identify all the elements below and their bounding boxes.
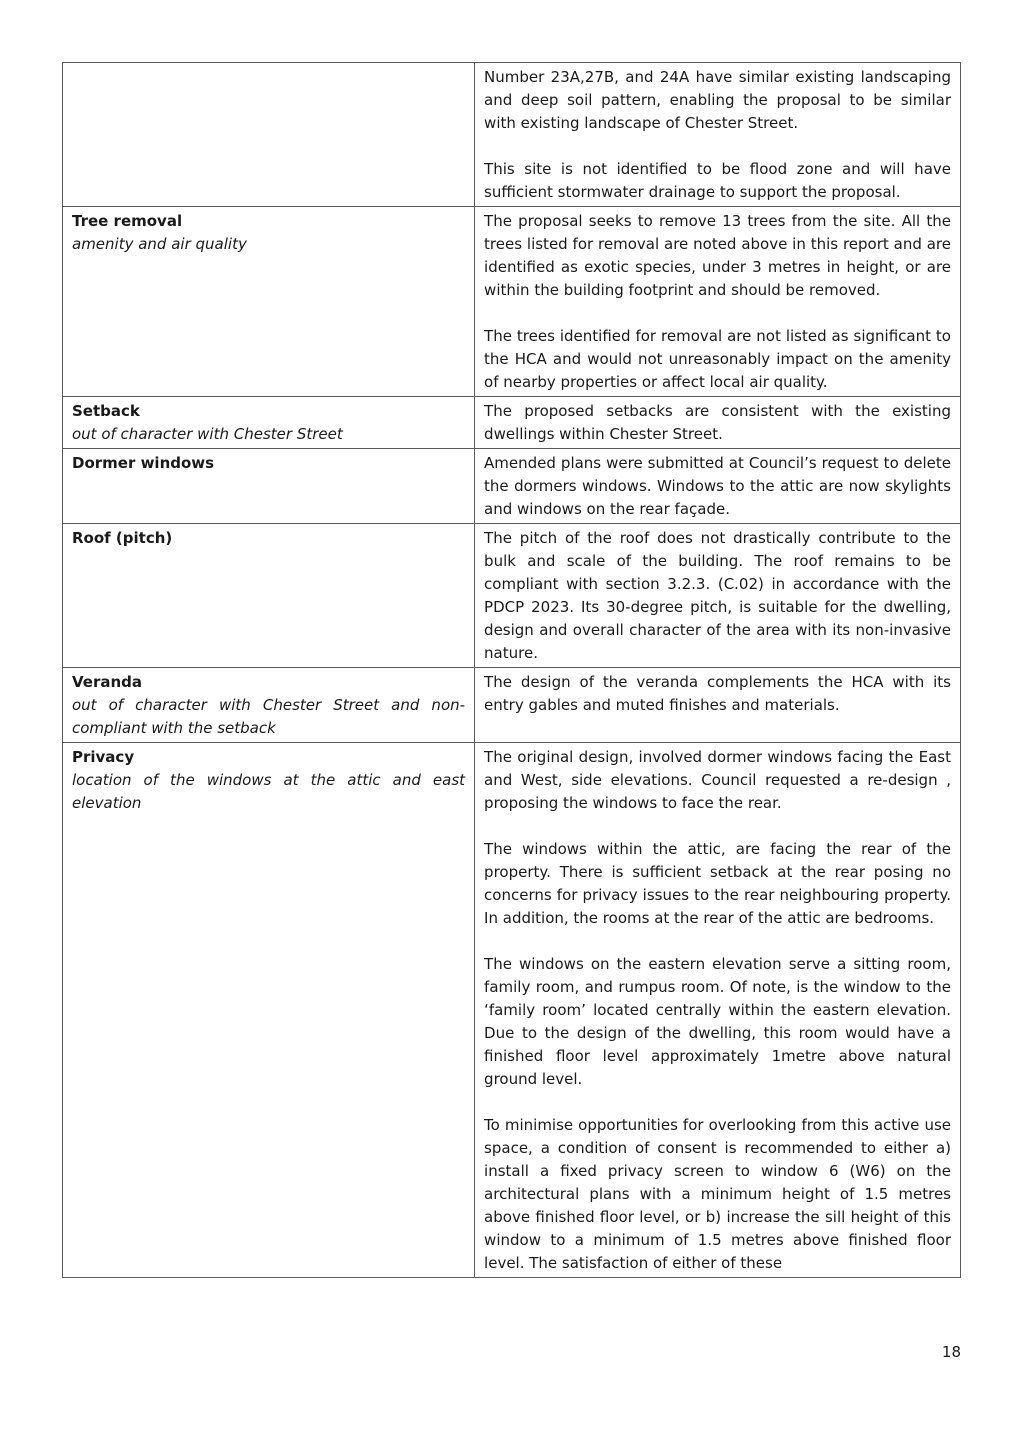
assessment-cell <box>475 524 961 668</box>
assessment-paragraph: The windows on the eastern elevation serve a sitting room, family room, and rumpus room. Of note, is the window to the ‘family room’ located centrally within the eastern elevation. Due to the design of the dwelling, this room would have a finished floor level approximately 1metre above natural ground level. <box>484 955 951 1088</box>
topic-title: Privacy <box>72 748 135 766</box>
topic-subtitle: out of character with Chester Street and non-compliant with the setback <box>72 696 466 737</box>
table-row <box>63 743 961 1278</box>
topic-cell <box>63 397 475 449</box>
topic-cell <box>63 743 475 1278</box>
assessment-paragraph: The trees identified for removal are not listed as significant to the HCA and would not unreasonably impact on the amenity of nearby properties or affect local air quality. <box>484 327 951 391</box>
assessment-paragraph: To minimise opportunities for overlooking from this active use space, a condition of consent is recommended to either a) install a fixed privacy screen to window 6 (W6) on the architectural plans with a minimum height of 1.5 metres above finished floor level, or b) increase the sill height of this window to a minimum of 1.5 metres above finished floor level. The satisfaction of either of these <box>484 1116 951 1272</box>
table-row <box>63 63 961 207</box>
topic-title: Setback <box>72 402 140 420</box>
assessment-table <box>62 62 961 1278</box>
topic-cell <box>63 63 475 207</box>
table-row <box>63 524 961 668</box>
page-number: 18 <box>941 1343 961 1361</box>
topic-subtitle: out of character with Chester Street <box>72 425 343 443</box>
topic-cell <box>63 668 475 743</box>
assessment-cell <box>475 207 961 397</box>
assessment-cell <box>475 397 961 449</box>
topic-title: Roof (pitch) <box>72 529 173 547</box>
topic-title: Veranda <box>72 673 143 691</box>
assessment-paragraph: The windows within the attic, are facing the rear of the property. There is sufficient setback at the rear posing no concerns for privacy issues to the rear neighbouring property. In addition, the rooms at the rear of the attic are bedrooms. <box>484 840 951 927</box>
topic-cell <box>63 524 475 668</box>
assessment-paragraph: The original design, involved dormer windows facing the East and West, side elevations. Council requested a re-design , proposing the windows to face the rear. <box>484 748 951 812</box>
assessment-paragraph: The proposal seeks to remove 13 trees from the site. All the trees listed for removal are noted above in this report and are identified as exotic species, under 3 metres in height, or are within the building footprint and should be removed. <box>484 212 951 299</box>
assessment-paragraph: The pitch of the roof does not drastically contribute to the bulk and scale of the building. The roof remains to be compliant with section 3.2.3. (C.02) in accordance with the PDCP 2023. Its 30-degree pitch, is suitable for the dwelling, design and overall character of the area with its non-invasive nature. <box>484 529 951 662</box>
topic-title: Dormer windows <box>72 454 215 472</box>
topic-subtitle: amenity and air quality <box>72 235 247 253</box>
topic-cell <box>63 207 475 397</box>
assessment-cell <box>475 743 961 1278</box>
assessment-cell <box>475 668 961 743</box>
assessment-paragraph: This site is not identified to be flood zone and will have sufficient stormwater drainage to support the proposal. <box>484 160 951 201</box>
table-row <box>63 397 961 449</box>
assessment-paragraph: Number 23A,27B, and 24A have similar existing landscaping and deep soil pattern, enabling the proposal to be similar with existing landscape of Chester Street. <box>484 68 951 132</box>
table-row <box>63 449 961 524</box>
assessment-cell <box>475 63 961 207</box>
topic-subtitle: location of the windows at the attic and east elevation <box>72 771 466 812</box>
assessment-paragraph: Amended plans were submitted at Council’s request to delete the dormers windows. Windows to the attic are now skylights and windows on the rear façade. <box>484 454 951 518</box>
table-row <box>63 207 961 397</box>
topic-cell <box>63 449 475 524</box>
table-row <box>63 668 961 743</box>
assessment-paragraph: The proposed setbacks are consistent with the existing dwellings within Chester Street. <box>484 402 951 443</box>
assessment-cell <box>475 449 961 524</box>
assessment-paragraph: The design of the veranda complements the HCA with its entry gables and muted finishes and materials. <box>484 673 951 714</box>
topic-title: Tree removal <box>72 212 183 230</box>
